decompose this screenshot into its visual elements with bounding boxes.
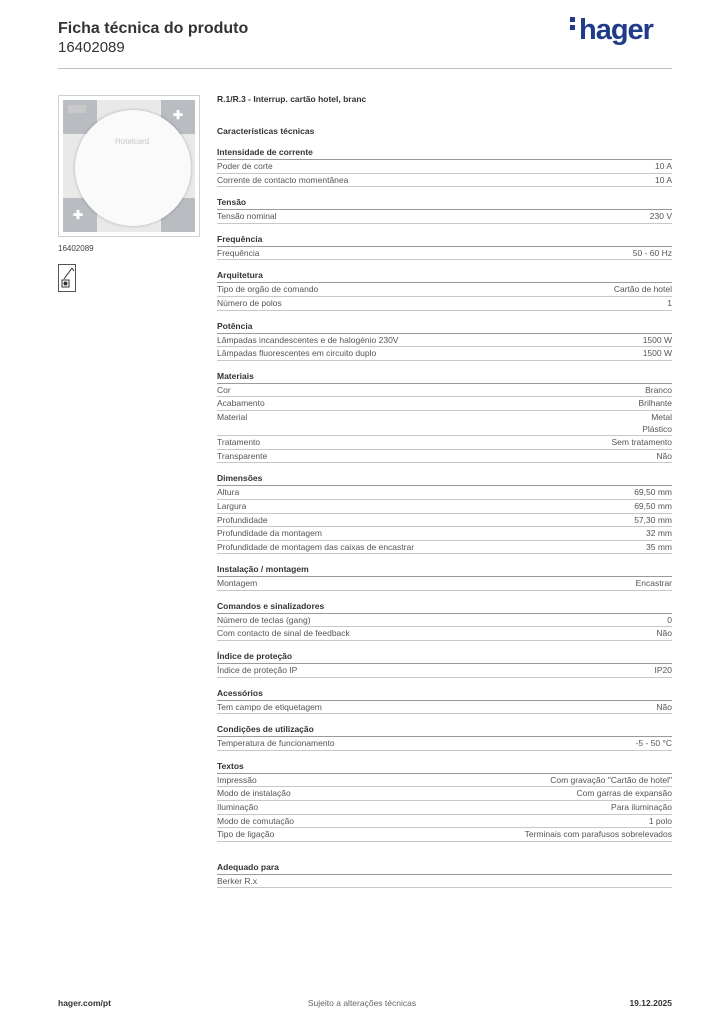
row-value (645, 385, 672, 397)
group-heading: Intensidade de corrente (217, 139, 672, 160)
row-value (612, 437, 672, 449)
header-divider (58, 68, 672, 69)
row-label: Tipo de orgão de comando (217, 284, 319, 295)
spec-row (217, 436, 672, 450)
row-label: Frequência (217, 247, 260, 258)
row-label: Acabamento (217, 398, 265, 409)
row-value-text: Encastrar (635, 578, 672, 589)
switch-plate (63, 100, 195, 232)
spec-row (217, 210, 672, 224)
spec-groups (217, 139, 672, 842)
spec-row (217, 577, 672, 591)
row-label: Transparente (217, 450, 268, 461)
spec-row (217, 297, 672, 311)
row-value-text: Branco (645, 384, 672, 395)
row-value-text: 1500 W (642, 334, 672, 345)
row-label: Tipo de ligação (217, 829, 275, 840)
row-value-text: 10 A (654, 161, 672, 171)
row-label: Modo de instalação (217, 788, 291, 799)
row-value-text: -5 - 50 °C (635, 738, 672, 749)
row-label: Lâmpadas incandescentes e de halogénio 230V (217, 334, 399, 345)
spec-row (217, 664, 672, 678)
group-heading: Comandos e sinalizadores (217, 591, 672, 614)
row-value-text: Plástico (642, 423, 672, 434)
group-heading: Acessórios (217, 678, 672, 701)
row-value (638, 398, 672, 410)
row-label: Corrente de contacto momentânea (217, 174, 349, 185)
row-value-text: 1 polo (648, 815, 672, 826)
row-value-text: Com garras de expansão (576, 788, 672, 799)
row-label: Lâmpadas fluorescentes em circuito duplo (217, 348, 377, 359)
row-label: Modo de comutação (217, 815, 295, 826)
row-label: Número de teclas (gang) (217, 614, 311, 625)
spec-row (217, 815, 672, 829)
product-code: 16402089 (58, 39, 125, 56)
spec-row (217, 486, 672, 500)
row-value (633, 248, 672, 260)
spec-row (217, 614, 672, 628)
group-heading: Frequência (217, 224, 672, 247)
row-value-text: 69,50 mm (634, 487, 672, 498)
row-value-text: 0 (667, 614, 672, 625)
group-heading: Instalação / montagem (217, 554, 672, 577)
row-value-text: 10 A (654, 174, 672, 185)
group-heading: Arquitetura (217, 260, 672, 283)
group-heading: Textos (217, 751, 672, 774)
spec-row (217, 701, 672, 715)
group-heading: Índice de proteção (217, 641, 672, 664)
product-title: R.1/R.3 - Interrup. cartão hotel, branc (217, 94, 367, 104)
spec-row (217, 397, 672, 411)
flush-mount-icon (58, 264, 76, 292)
row-value (656, 628, 672, 640)
suitable-for-row (217, 875, 672, 889)
row-label: Com contacto de sinal de feedback (217, 628, 350, 639)
row-label: Número de polos (217, 297, 282, 308)
row-value-text: Não (656, 628, 672, 639)
spec-row (217, 160, 672, 174)
plate-tag (68, 105, 86, 113)
hager-logo[interactable] (570, 14, 653, 47)
row-value-text: 1500 W (642, 348, 672, 359)
row-label: Índice de proteção IP (217, 665, 298, 676)
row-value (634, 487, 672, 499)
product-image (58, 95, 200, 237)
row-label: Poder de corte (217, 161, 273, 171)
row-value (577, 788, 672, 800)
image-caption: 16402089 (58, 244, 94, 253)
row-value-text: Não (656, 701, 672, 712)
row-label: Material (217, 411, 248, 422)
row-value (667, 298, 672, 310)
spec-row (217, 828, 672, 842)
row-value (611, 802, 672, 814)
row-value (656, 451, 672, 463)
row-value-text: 230 V (649, 211, 672, 222)
spec-row (217, 774, 672, 788)
hotelcard-label: Hotelcard (115, 137, 150, 146)
row-label: Temperatura de funcionamento (217, 738, 335, 749)
row-label: Berker R.x (217, 875, 258, 886)
group-heading: Condições de utilização (217, 714, 672, 737)
page-title: Ficha técnica do produto (58, 20, 249, 37)
row-value (649, 816, 672, 828)
spec-row (217, 174, 672, 188)
suitable-for-heading: Adequado para (217, 852, 672, 875)
row-value-text: Cartão de hotel (613, 284, 672, 295)
row-value (642, 412, 672, 435)
spec-row (217, 801, 672, 815)
row-value (650, 211, 672, 223)
spec-row (217, 787, 672, 801)
row-value (643, 348, 672, 360)
footer-date: 19.12.2025 (629, 998, 672, 1008)
spec-row (217, 514, 672, 528)
row-label: Largura (217, 500, 247, 511)
row-value-text: Terminais com parafusos sobrelevados (524, 829, 672, 840)
row-value (646, 542, 672, 554)
row-value-text: Para iluminação (611, 802, 672, 813)
row-value-text: 32 mm (646, 528, 672, 539)
row-label: Impressão (217, 774, 257, 785)
spec-row (217, 450, 672, 464)
row-value (634, 515, 672, 527)
row-value-text: Não (656, 450, 672, 461)
row-value (655, 175, 672, 187)
row-value-text: Metal (651, 411, 672, 422)
spec-row (217, 247, 672, 261)
row-value-text: 57,30 mm (634, 514, 672, 525)
footer-website[interactable]: hager.com/pt (58, 998, 111, 1008)
row-label: Cor (217, 384, 231, 395)
spec-row (217, 500, 672, 514)
row-label: Montagem (217, 578, 258, 589)
group-heading: Tensão (217, 187, 672, 210)
row-value-text: Com gravação "Cartão de hotel" (550, 774, 672, 785)
row-label: Profundidade da montagem (217, 528, 322, 539)
row-value (614, 284, 672, 296)
row-value (525, 829, 672, 841)
spec-row (217, 384, 672, 398)
spec-row (217, 283, 672, 297)
row-value-text: 1 (667, 297, 672, 308)
row-value (634, 501, 672, 513)
row-label: Iluminação (217, 802, 259, 813)
row-value-text: Sem tratamento (611, 437, 672, 448)
row-value (667, 615, 672, 627)
logo-text: hager (579, 14, 653, 46)
spec-row (217, 347, 672, 361)
group-heading: Dimensões (217, 463, 672, 486)
row-value-text: 69,50 mm (634, 500, 672, 511)
plate-corner: ✚ (63, 198, 97, 232)
row-value-text: 50 - 60 Hz (632, 247, 672, 258)
section-heading: Características técnicas (217, 126, 315, 136)
row-value (636, 738, 672, 750)
row-value-text: 35 mm (646, 541, 672, 552)
row-label: Tem campo de etiquetagem (217, 701, 322, 712)
row-value (646, 528, 672, 540)
group-heading: Materiais (217, 361, 672, 384)
row-value (655, 161, 672, 173)
row-value-text: IP20 (654, 665, 672, 676)
row-label: Profundidade (217, 514, 268, 525)
card-holder-disc (75, 110, 191, 226)
plate-corner: ✚ (161, 100, 195, 134)
row-value (656, 702, 672, 714)
row-value (636, 578, 672, 590)
footer-notice: Sujeito a alterações técnicas (307, 998, 417, 1008)
row-value (550, 775, 672, 787)
group-heading: Potência (217, 311, 672, 334)
row-label: Tensão nominal (217, 211, 277, 222)
spec-row (217, 627, 672, 641)
row-value (655, 665, 673, 677)
row-label: Altura (217, 487, 240, 498)
spec-row (217, 527, 672, 541)
row-label: Profundidade de montagem das caixas de encastrar (217, 541, 415, 552)
row-label: Tratamento (217, 437, 261, 448)
spec-sheet (217, 94, 672, 888)
spec-row (217, 541, 672, 555)
row-value (643, 335, 672, 347)
spec-row (217, 411, 672, 436)
row-value-text: Brilhante (638, 398, 672, 409)
spec-row (217, 334, 672, 348)
spec-row (217, 737, 672, 751)
